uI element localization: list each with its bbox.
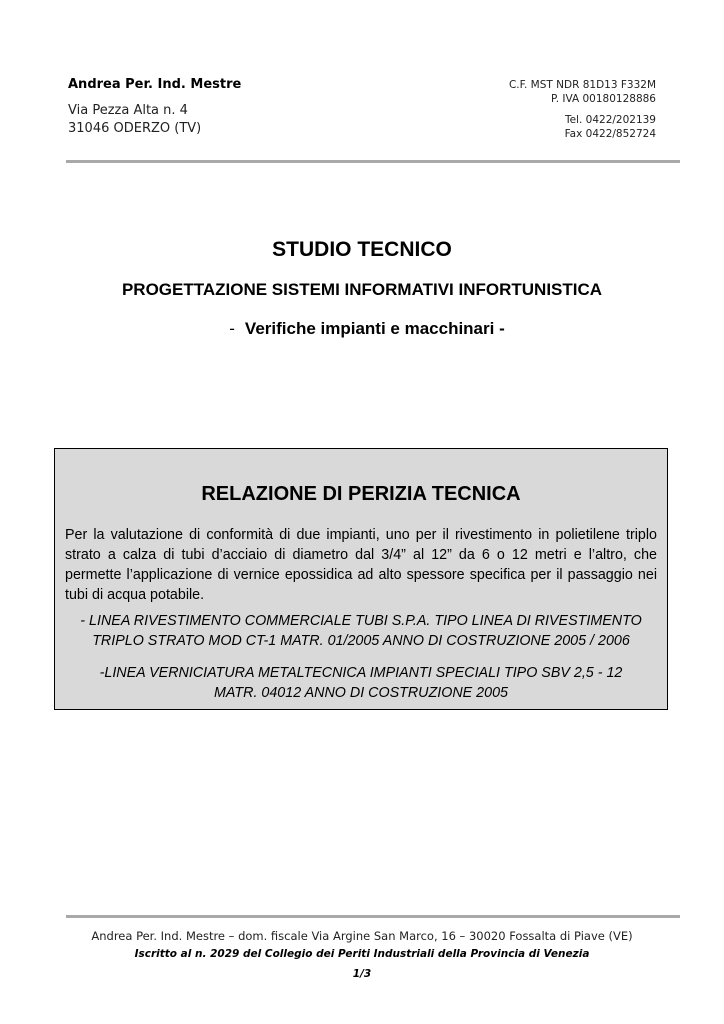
footer-registration: Iscritto al n. 2029 del Collegio dei Periti Industriali della Provincia di Venezia [134,948,590,960]
page-number: 1/3 [352,968,372,980]
footer-divider [66,915,680,918]
tagline-dash: - [229,319,235,338]
report-item-1 [65,611,657,651]
contact-info [565,113,656,141]
author-address [68,102,201,138]
header-divider [66,160,680,163]
author-name: Andrea Per. Ind. Mestre [68,77,242,92]
studio-title: STUDIO TECNICO [272,238,452,261]
tax-info [509,78,656,106]
telephone: Tel. 0422/202139 [564,114,656,126]
report-item-2-line-2: MATR. 04012 ANNO DI COSTRUZIONE 2005 [214,685,508,701]
partita-iva: P. IVA 00180128886 [551,93,656,105]
tagline-text: Verifiche impianti e macchinari - [244,319,505,338]
studio-subtitle: PROGETTAZIONE SISTEMI INFORMATIVI INFORTUNISTICA [121,280,603,299]
fax: Fax 0422/852724 [564,128,656,140]
report-box [54,448,668,710]
report-item-2-line-1: -LINEA VERNICIATURA METALTECNICA IMPIANTI SPECIALI TIPO SBV 2,5 - 12 [99,665,623,681]
footer-address: Andrea Per. Ind. Mestre – dom. fiscale Via Argine San Marco, 16 – 30020 Fossalta di Piave (VE) [91,929,633,943]
studio-tagline [0,319,724,339]
report-title: RELAZIONE DI PERIZIA TECNICA [201,483,521,505]
report-item-1-line-2: TRIPLO STRATO MOD CT-1 MATR. 01/2005 ANNO DI COSTRUZIONE 2005 / 2006 [92,633,630,649]
address-line-2: 31046 ODERZO (TV) [68,121,202,136]
codice-fiscale: C.F. MST NDR 81D13 F332M [508,79,656,91]
report-item-2 [65,663,657,703]
report-item-1-line-1: - LINEA RIVESTIMENTO COMMERCIALE TUBI S.P.A. TIPO LINEA DI RIVESTIMENTO [80,613,642,629]
report-body: Per la valutazione di conformità di due impianti, uno per il rivestimento in polietilene triplo strato a calza di tubi d’acciaio di diametro dal 3/4” al 12” da 6 o 12 metri e l’altro, che permette l’applicazione di vernice epossidica ad alto spessore specifica per il passaggio nei tubi di acqua potabile. [65,527,657,603]
address-line-1: Via Pezza Alta n. 4 [68,103,188,118]
